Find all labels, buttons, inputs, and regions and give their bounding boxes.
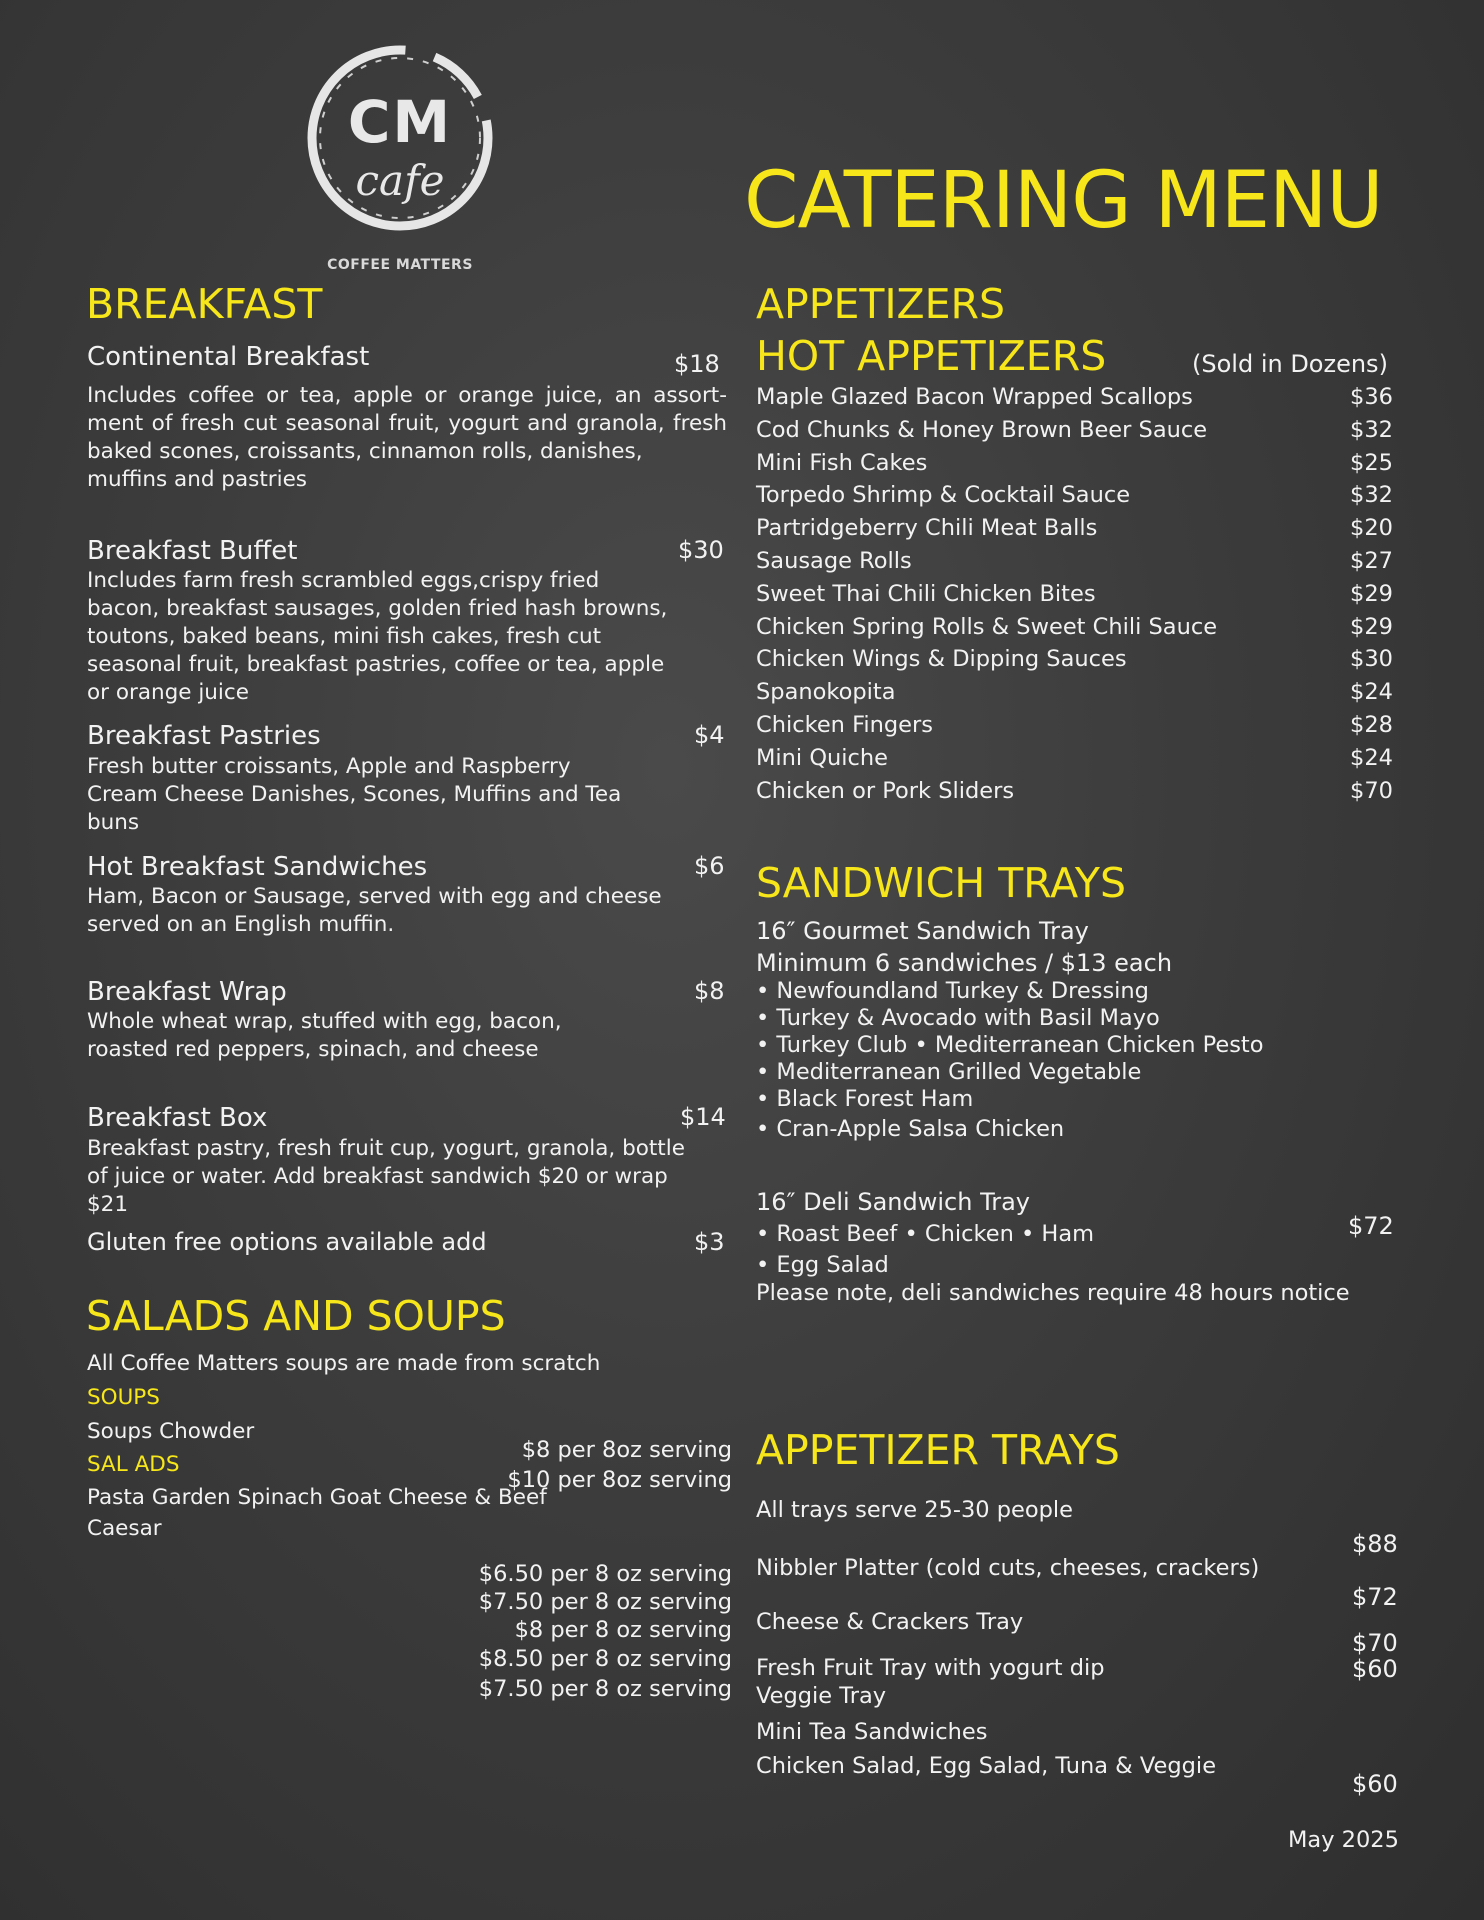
salads-items-cont: Caesar [87,1516,162,1541]
menu-item-name: Continental Breakfast [87,342,370,372]
hot-appetizer-name: Maple Glazed Bacon Wrapped Scallops [756,384,1193,410]
menu-item-name: Breakfast Pastries [87,721,321,751]
sold-in-dozens-note: (Sold in Dozens) [1192,350,1388,378]
hot-appetizer-name: Torpedo Shrimp & Cocktail Sauce [756,482,1131,509]
gourmet-item: • Mediterranean Grilled Vegetable [756,1059,1142,1085]
gourmet-item: • Cran-Apple Salsa Chicken [756,1116,1065,1142]
hot-appetizer-price: $70 [1350,777,1393,804]
deli-tray-title: 16″ Deli Sandwich Tray [756,1188,1030,1216]
gluten-free-price: $3 [694,1228,725,1256]
tray-price: $70 [1352,1629,1398,1657]
menu-item-name: Breakfast Box [87,1103,268,1133]
tray-price: $72 [1352,1583,1398,1611]
deli-note: Please note, deli sandwiches require 48 hours notice [756,1280,1350,1306]
appetizer-trays-heading: APPETIZER TRAYS [756,1426,1120,1474]
menu-item-price: $6 [694,852,725,880]
menu-item-description: Breakfast pastry, fresh fruit cup, yogurt, granola, bottle of juice or water. Add breakfast sandwich $20 or wrap $21 [87,1136,685,1217]
menu-date: May 2025 [1288,1827,1399,1853]
logo-script: cafe [355,156,445,205]
hot-appetizers-heading: HOT APPETIZERS [756,332,1107,380]
breakfast-heading: BREAKFAST [86,280,323,328]
tray-item: Mini Tea Sandwiches [756,1719,988,1745]
menu-item-description: Includes farm fresh scrambled eggs,crispy fried bacon, breakfast sausages, golden fried hash browns, toutons, baked beans, mini fish cakes, fresh cut seasonal fruit, breakfast pastries, coffee or tea, apple or orange juice [87,568,668,705]
tray-item: Nibbler Platter (cold cuts, cheeses, crackers) [756,1555,1260,1581]
menu-item-name: Breakfast Wrap [87,977,287,1007]
soups-intro: All Coffee Matters soups are made from scratch [87,1351,601,1376]
hot-appetizer-name: Mini Quiche [756,744,889,771]
gluten-free-note: Gluten free options available add [87,1228,487,1256]
salads-label: SAL ADS [87,1452,180,1477]
menu-item-description: Includes coffee or tea, apple or orange juice, an assort- ment of fresh cut seasonal fruit, yogurt and granola, fresh baked scones, croissants, cinnamon rolls, danishes, [87,383,727,464]
hot-appetizer-price: $30 [1350,646,1393,673]
menu-item-price: $18 [674,350,720,378]
hot-appetizer-name: Mini Fish Cakes [756,449,928,476]
deli-tray-price: $72 [1348,1212,1394,1240]
cm-cafe-logo [290,38,510,278]
gourmet-item: • Turkey & Avocado with Basil Mayo [756,1005,1160,1031]
hot-appetizer-name: Chicken or Pork Sliders [756,777,1015,804]
hot-appetizer-price: $28 [1350,712,1393,738]
menu-item-description-cont: muffins and pastries [87,467,307,492]
hot-appetizer-name: Spanokopita [756,679,896,706]
soups-items: Soups Chowder [87,1419,255,1444]
menu-item-description: Whole wheat wrap, stuffed with egg, bacon, roasted red peppers, spinach, and cheese [87,1009,562,1062]
gourmet-tray-minimum: Minimum 6 sandwiches / $13 each [756,949,1173,977]
appetizers-heading: APPETIZERS [756,280,1006,328]
hot-appetizer-price: $36 [1350,384,1393,410]
hot-appetizer-price: $32 [1350,482,1393,509]
hot-appetizer-price: $29 [1350,580,1393,607]
soup-price: $8 per 8oz serving [521,1437,732,1463]
hot-appetizer-name: Partridgeberry Chili Meat Balls [756,515,1098,542]
hot-appetizer-price: $27 [1350,548,1393,574]
salad-price: $8 per 8 oz serving [514,1617,732,1643]
gourmet-item: • Black Forest Ham [756,1086,974,1112]
menu-item-price: $8 [694,977,725,1005]
deli-item: • Egg Salad [756,1252,889,1278]
trays-intro: All trays serve 25-30 people [756,1497,1074,1523]
menu-item-name: Hot Breakfast Sandwiches [87,852,428,882]
menu-item-name: Breakfast Buffet [87,536,298,566]
gourmet-item: • Turkey Club • Mediterranean Chicken Pesto [756,1032,1264,1058]
tray-price: $60 [1352,1655,1398,1683]
menu-item-description: Fresh butter croissants, Apple and Raspberry Cream Cheese Danishes, Scones, Muffins and Tea buns [87,754,622,835]
salads-items: Pasta Garden Spinach Goat Cheese & Beef [87,1485,547,1510]
gourmet-tray-title: 16″ Gourmet Sandwich Tray [756,917,1089,945]
sandwich-trays-heading: SANDWICH TRAYS [756,859,1127,907]
hot-appetizer-price: $20 [1350,515,1393,542]
hot-appetizer-price: $24 [1350,679,1393,706]
hot-appetizer-name: Sweet Thai Chili Chicken Bites [756,580,1096,607]
logo-initials: CM [347,88,453,156]
tray-price: $88 [1352,1530,1398,1558]
gourmet-item: • Newfoundland Turkey & Dressing [756,978,1149,1004]
salad-price: $8.50 per 8 oz serving [478,1646,732,1672]
tray-item: Veggie Tray [756,1683,887,1709]
soup-price: $10 per 8oz serving [507,1467,732,1493]
tray-item: Chicken Salad, Egg Salad, Tuna & Veggie [756,1753,1217,1779]
hot-appetizer-name: Sausage Rolls [756,548,912,574]
salad-price: $7.50 per 8 oz serving [478,1676,732,1702]
soups-label: SOUPS [87,1385,160,1410]
menu-item-price: $14 [680,1103,726,1131]
hot-appetizer-name: Cod Chunks & Honey Brown Beer Sauce [756,416,1208,443]
menu-item-description: Ham, Bacon or Sausage, served with egg and cheese served on an English muffin. [87,884,662,937]
deli-item: • Roast Beef • Chicken • Ham [756,1221,1095,1247]
page-title: CATERING MENU [744,156,1383,246]
salad-price: $6.50 per 8 oz serving [478,1561,732,1587]
logo-name: COFFEE MATTERS [327,257,473,273]
hot-appetizer-price: $25 [1350,449,1393,476]
hot-appetizer-name: Chicken Wings & Dipping Sauces [756,646,1127,673]
tray-item: Cheese & Crackers Tray [756,1609,1024,1635]
menu-item-price: $4 [694,721,725,749]
salads-soups-heading: SALADS AND SOUPS [86,1292,506,1340]
hot-appetizer-price: $32 [1350,416,1393,443]
hot-appetizer-name: Chicken Spring Rolls & Sweet Chili Sauce [756,613,1218,640]
hot-appetizer-price: $24 [1350,744,1393,771]
menu-item-price: $30 [678,536,724,564]
hot-appetizer-price: $29 [1350,613,1393,640]
salad-price: $7.50 per 8 oz serving [478,1589,732,1615]
tray-item: Fresh Fruit Tray with yogurt dip [756,1655,1105,1681]
tray-price: $60 [1352,1770,1398,1798]
hot-appetizer-name: Chicken Fingers [756,712,933,738]
